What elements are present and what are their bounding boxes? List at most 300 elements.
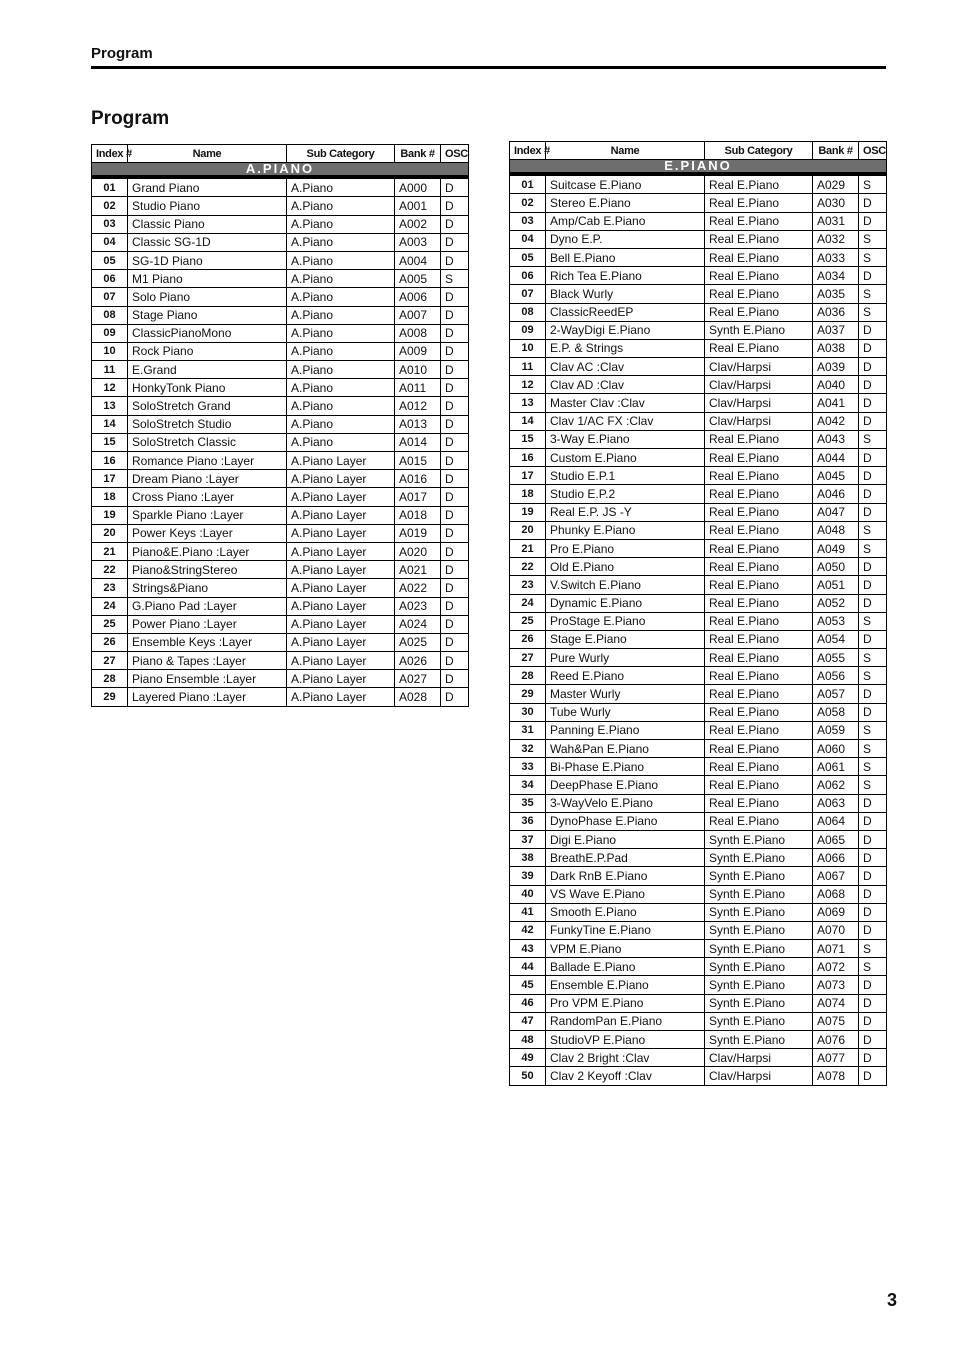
cell-sub: A.Piano bbox=[287, 324, 395, 342]
cell-sub: A.Piano bbox=[287, 415, 395, 433]
cell-bank: A005 bbox=[395, 270, 441, 288]
table-row bbox=[92, 615, 469, 633]
table-row bbox=[510, 921, 887, 939]
cell-name: Rich Tea E.Piano bbox=[546, 267, 705, 285]
cell-index: 15 bbox=[92, 433, 128, 451]
cell-osc: S bbox=[859, 721, 887, 739]
table-row bbox=[510, 576, 887, 594]
cell-name: Pro VPM E.Piano bbox=[546, 994, 705, 1012]
cell-sub: Real E.Piano bbox=[705, 740, 813, 758]
cell-bank: A033 bbox=[813, 248, 859, 266]
cell-sub: Real E.Piano bbox=[705, 303, 813, 321]
cell-sub: A.Piano bbox=[287, 342, 395, 360]
col-sub-header: Sub Category bbox=[705, 142, 813, 160]
cell-osc: D bbox=[859, 449, 887, 467]
col-osc-header: OSC bbox=[441, 145, 469, 163]
cell-sub: Real E.Piano bbox=[705, 594, 813, 612]
cell-index: 01 bbox=[510, 174, 546, 194]
cell-osc: D bbox=[441, 670, 469, 688]
cell-osc: D bbox=[859, 321, 887, 339]
cell-sub: A.Piano bbox=[287, 215, 395, 233]
cell-index: 27 bbox=[510, 649, 546, 667]
cell-osc: D bbox=[441, 397, 469, 415]
cell-sub: A.Piano bbox=[287, 270, 395, 288]
cell-name: Studio E.P.2 bbox=[546, 485, 705, 503]
cell-name: Studio E.P.1 bbox=[546, 467, 705, 485]
table-row bbox=[510, 358, 887, 376]
cell-sub: Clav/Harpsi bbox=[705, 1067, 813, 1085]
cell-bank: A009 bbox=[395, 342, 441, 360]
category-banner: A.PIANO bbox=[92, 163, 469, 178]
cell-sub: Synth E.Piano bbox=[705, 903, 813, 921]
cell-sub: Real E.Piano bbox=[705, 230, 813, 248]
cell-sub: A.Piano bbox=[287, 379, 395, 397]
cell-index: 04 bbox=[510, 230, 546, 248]
table-row bbox=[510, 321, 887, 339]
cell-bank: A076 bbox=[813, 1031, 859, 1049]
col-index-header: Index # bbox=[510, 142, 546, 160]
table-row bbox=[92, 524, 469, 542]
cell-osc: D bbox=[441, 233, 469, 251]
table-row bbox=[510, 776, 887, 794]
cell-sub: Synth E.Piano bbox=[705, 885, 813, 903]
table-row bbox=[510, 703, 887, 721]
cell-osc: S bbox=[859, 649, 887, 667]
cell-name: RandomPan E.Piano bbox=[546, 1012, 705, 1030]
cell-index: 48 bbox=[510, 1031, 546, 1049]
cell-index: 03 bbox=[92, 215, 128, 233]
cell-name: 3-Way E.Piano bbox=[546, 430, 705, 448]
cell-bank: A065 bbox=[813, 830, 859, 848]
table-row bbox=[510, 558, 887, 576]
table-row bbox=[510, 849, 887, 867]
cell-name: Sparkle Piano :Layer bbox=[128, 506, 287, 524]
cell-sub: Real E.Piano bbox=[705, 521, 813, 539]
cell-osc: D bbox=[859, 903, 887, 921]
cell-name: Panning E.Piano bbox=[546, 721, 705, 739]
cell-index: 41 bbox=[510, 903, 546, 921]
cell-name: Piano & Tapes :Layer bbox=[128, 652, 287, 670]
table-row bbox=[510, 285, 887, 303]
cell-name: FunkyTine E.Piano bbox=[546, 921, 705, 939]
cell-osc: D bbox=[859, 1012, 887, 1030]
cell-osc: D bbox=[441, 488, 469, 506]
cell-bank: A016 bbox=[395, 470, 441, 488]
cell-sub: A.Piano Layer bbox=[287, 561, 395, 579]
a-piano-table bbox=[91, 144, 469, 707]
cell-bank: A017 bbox=[395, 488, 441, 506]
table-row bbox=[92, 579, 469, 597]
cell-osc: D bbox=[859, 794, 887, 812]
cell-sub: Real E.Piano bbox=[705, 539, 813, 557]
cell-sub: A.Piano bbox=[287, 361, 395, 379]
cell-bank: A022 bbox=[395, 579, 441, 597]
cell-osc: D bbox=[859, 194, 887, 212]
cell-name: Solo Piano bbox=[128, 288, 287, 306]
cell-name: Dynamic E.Piano bbox=[546, 594, 705, 612]
cell-sub: Real E.Piano bbox=[705, 685, 813, 703]
cell-osc: S bbox=[859, 539, 887, 557]
table-row bbox=[510, 649, 887, 667]
table-row bbox=[510, 758, 887, 776]
cell-osc: S bbox=[859, 285, 887, 303]
cell-osc: D bbox=[441, 506, 469, 524]
cell-sub: Synth E.Piano bbox=[705, 849, 813, 867]
cell-bank: A019 bbox=[395, 524, 441, 542]
cell-index: 12 bbox=[510, 376, 546, 394]
cell-sub: Real E.Piano bbox=[705, 267, 813, 285]
cell-sub: A.Piano bbox=[287, 288, 395, 306]
cell-sub: Clav/Harpsi bbox=[705, 394, 813, 412]
table-row bbox=[92, 270, 469, 288]
cell-index: 07 bbox=[510, 285, 546, 303]
cell-sub: A.Piano Layer bbox=[287, 452, 395, 470]
cell-name: Pro E.Piano bbox=[546, 539, 705, 557]
cell-osc: D bbox=[441, 215, 469, 233]
cell-sub: A.Piano Layer bbox=[287, 670, 395, 688]
cell-bank: A001 bbox=[395, 197, 441, 215]
cell-osc: D bbox=[859, 376, 887, 394]
cell-bank: A044 bbox=[813, 449, 859, 467]
cell-index: 50 bbox=[510, 1067, 546, 1085]
cell-name: Phunky E.Piano bbox=[546, 521, 705, 539]
cell-name: SoloStretch Grand bbox=[128, 397, 287, 415]
table-row bbox=[510, 740, 887, 758]
cell-sub: A.Piano bbox=[287, 197, 395, 215]
table-row bbox=[510, 503, 887, 521]
cell-sub: A.Piano bbox=[287, 306, 395, 324]
cell-index: 17 bbox=[510, 467, 546, 485]
cell-sub: Synth E.Piano bbox=[705, 321, 813, 339]
table-row bbox=[92, 415, 469, 433]
cell-bank: A034 bbox=[813, 267, 859, 285]
col-osc-header: OSC bbox=[859, 142, 887, 160]
table-row bbox=[92, 215, 469, 233]
cell-index: 24 bbox=[92, 597, 128, 615]
cell-osc: D bbox=[441, 615, 469, 633]
cell-bank: A000 bbox=[395, 177, 441, 197]
cell-index: 40 bbox=[510, 885, 546, 903]
cell-bank: A063 bbox=[813, 794, 859, 812]
cell-index: 22 bbox=[510, 558, 546, 576]
cell-sub: Clav/Harpsi bbox=[705, 376, 813, 394]
cell-osc: D bbox=[441, 415, 469, 433]
cell-osc: D bbox=[859, 503, 887, 521]
cell-bank: A078 bbox=[813, 1067, 859, 1085]
table-row bbox=[510, 1049, 887, 1067]
cell-name: Grand Piano bbox=[128, 177, 287, 197]
cell-name: 3-WayVelo E.Piano bbox=[546, 794, 705, 812]
cell-osc: D bbox=[441, 542, 469, 560]
cell-sub: A.Piano Layer bbox=[287, 688, 395, 706]
cell-bank: A070 bbox=[813, 921, 859, 939]
cell-index: 05 bbox=[510, 248, 546, 266]
table-row bbox=[92, 324, 469, 342]
cell-index: 33 bbox=[510, 758, 546, 776]
table-row bbox=[510, 467, 887, 485]
cell-index: 26 bbox=[510, 630, 546, 648]
cell-bank: A066 bbox=[813, 849, 859, 867]
cell-name: Piano&E.Piano :Layer bbox=[128, 542, 287, 560]
cell-sub: Real E.Piano bbox=[705, 503, 813, 521]
cell-index: 09 bbox=[510, 321, 546, 339]
table-row bbox=[510, 376, 887, 394]
cell-bank: A032 bbox=[813, 230, 859, 248]
table-row bbox=[510, 449, 887, 467]
table-row bbox=[510, 994, 887, 1012]
cell-osc: D bbox=[859, 267, 887, 285]
cell-osc: D bbox=[859, 1067, 887, 1085]
cell-bank: A035 bbox=[813, 285, 859, 303]
table-row bbox=[510, 248, 887, 266]
cell-index: 29 bbox=[510, 685, 546, 703]
cell-index: 20 bbox=[510, 521, 546, 539]
cell-name: Bi-Phase E.Piano bbox=[546, 758, 705, 776]
cell-sub: Real E.Piano bbox=[705, 449, 813, 467]
col-bank-header: Bank # bbox=[395, 145, 441, 163]
cell-name: DeepPhase E.Piano bbox=[546, 776, 705, 794]
cell-sub: Real E.Piano bbox=[705, 794, 813, 812]
cell-bank: A020 bbox=[395, 542, 441, 560]
cell-bank: A007 bbox=[395, 306, 441, 324]
cell-osc: D bbox=[441, 524, 469, 542]
cell-name: Romance Piano :Layer bbox=[128, 452, 287, 470]
cell-sub: Real E.Piano bbox=[705, 758, 813, 776]
cell-bank: A049 bbox=[813, 539, 859, 557]
cell-name: Ensemble E.Piano bbox=[546, 976, 705, 994]
cell-name: Power Keys :Layer bbox=[128, 524, 287, 542]
cell-sub: Clav/Harpsi bbox=[705, 1049, 813, 1067]
cell-bank: A060 bbox=[813, 740, 859, 758]
cell-index: 17 bbox=[92, 470, 128, 488]
table-row bbox=[510, 976, 887, 994]
cell-sub: Real E.Piano bbox=[705, 612, 813, 630]
cell-index: 23 bbox=[92, 579, 128, 597]
table-row bbox=[92, 379, 469, 397]
cell-bank: A069 bbox=[813, 903, 859, 921]
cell-index: 14 bbox=[510, 412, 546, 430]
cell-name: ProStage E.Piano bbox=[546, 612, 705, 630]
cell-name: Tube Wurly bbox=[546, 703, 705, 721]
cell-name: V.Switch E.Piano bbox=[546, 576, 705, 594]
cell-index: 49 bbox=[510, 1049, 546, 1067]
cell-sub: Real E.Piano bbox=[705, 174, 813, 194]
cell-index: 07 bbox=[92, 288, 128, 306]
cell-sub: A.Piano Layer bbox=[287, 470, 395, 488]
col-name-header: Name bbox=[128, 145, 287, 163]
cell-bank: A012 bbox=[395, 397, 441, 415]
cell-bank: A053 bbox=[813, 612, 859, 630]
cell-index: 28 bbox=[510, 667, 546, 685]
cell-bank: A075 bbox=[813, 1012, 859, 1030]
table-row bbox=[92, 506, 469, 524]
cell-bank: A045 bbox=[813, 467, 859, 485]
table-row bbox=[92, 433, 469, 451]
cell-index: 15 bbox=[510, 430, 546, 448]
cell-name: Classic SG-1D bbox=[128, 233, 287, 251]
cell-name: E.P. & Strings bbox=[546, 339, 705, 357]
cell-sub: Synth E.Piano bbox=[705, 1031, 813, 1049]
cell-sub: Real E.Piano bbox=[705, 285, 813, 303]
cell-sub: A.Piano Layer bbox=[287, 542, 395, 560]
page-number: 3 bbox=[887, 1290, 898, 1310]
cell-bank: A051 bbox=[813, 576, 859, 594]
table-row bbox=[92, 597, 469, 615]
cell-name: Amp/Cab E.Piano bbox=[546, 212, 705, 230]
cell-sub: Real E.Piano bbox=[705, 776, 813, 794]
cell-name: Layered Piano :Layer bbox=[128, 688, 287, 706]
cell-bank: A025 bbox=[395, 633, 441, 651]
cell-index: 16 bbox=[510, 449, 546, 467]
table-header-row bbox=[92, 145, 469, 163]
cell-osc: D bbox=[441, 361, 469, 379]
cell-bank: A074 bbox=[813, 994, 859, 1012]
cell-osc: D bbox=[441, 688, 469, 706]
table-row bbox=[510, 940, 887, 958]
cell-osc: D bbox=[441, 652, 469, 670]
cell-index: 14 bbox=[92, 415, 128, 433]
cell-bank: A061 bbox=[813, 758, 859, 776]
cell-index: 11 bbox=[92, 361, 128, 379]
cell-index: 06 bbox=[92, 270, 128, 288]
cell-sub: Real E.Piano bbox=[705, 576, 813, 594]
cell-sub: Clav/Harpsi bbox=[705, 358, 813, 376]
page-heading: Program bbox=[91, 108, 170, 129]
cell-index: 04 bbox=[92, 233, 128, 251]
cell-sub: Synth E.Piano bbox=[705, 867, 813, 885]
cell-index: 44 bbox=[510, 958, 546, 976]
table-row bbox=[510, 867, 887, 885]
cell-index: 46 bbox=[510, 994, 546, 1012]
cell-name: ClassicPianoMono bbox=[128, 324, 287, 342]
cell-bank: A077 bbox=[813, 1049, 859, 1067]
cell-bank: A013 bbox=[395, 415, 441, 433]
cell-bank: A040 bbox=[813, 376, 859, 394]
cell-osc: D bbox=[441, 579, 469, 597]
cell-bank: A038 bbox=[813, 339, 859, 357]
cell-bank: A056 bbox=[813, 667, 859, 685]
table-row bbox=[92, 251, 469, 269]
cell-osc: S bbox=[859, 430, 887, 448]
cell-osc: D bbox=[859, 994, 887, 1012]
table-row bbox=[92, 470, 469, 488]
cell-bank: A048 bbox=[813, 521, 859, 539]
cell-index: 21 bbox=[92, 542, 128, 560]
cell-bank: A052 bbox=[813, 594, 859, 612]
cell-index: 19 bbox=[510, 503, 546, 521]
cell-sub: Real E.Piano bbox=[705, 630, 813, 648]
cell-name: VPM E.Piano bbox=[546, 940, 705, 958]
cell-bank: A046 bbox=[813, 485, 859, 503]
table-row bbox=[510, 594, 887, 612]
cell-osc: D bbox=[859, 558, 887, 576]
cell-bank: A029 bbox=[813, 174, 859, 194]
table-row bbox=[510, 230, 887, 248]
cell-osc: D bbox=[441, 288, 469, 306]
cell-index: 11 bbox=[510, 358, 546, 376]
cell-bank: A068 bbox=[813, 885, 859, 903]
cell-name: G.Piano Pad :Layer bbox=[128, 597, 287, 615]
table-row bbox=[510, 885, 887, 903]
cell-bank: A071 bbox=[813, 940, 859, 958]
table-row bbox=[92, 361, 469, 379]
cell-osc: D bbox=[441, 177, 469, 197]
cell-osc: S bbox=[859, 174, 887, 194]
table-row bbox=[510, 1067, 887, 1085]
cell-index: 18 bbox=[92, 488, 128, 506]
table-row bbox=[510, 267, 887, 285]
col-name-header: Name bbox=[546, 142, 705, 160]
cell-index: 02 bbox=[510, 194, 546, 212]
cell-osc: D bbox=[859, 885, 887, 903]
cell-bank: A067 bbox=[813, 867, 859, 885]
cell-index: 43 bbox=[510, 940, 546, 958]
cell-name: Wah&Pan E.Piano bbox=[546, 740, 705, 758]
cell-sub: Clav/Harpsi bbox=[705, 412, 813, 430]
cell-index: 02 bbox=[92, 197, 128, 215]
cell-bank: A023 bbox=[395, 597, 441, 615]
cell-name: Piano&StringStereo bbox=[128, 561, 287, 579]
cell-name: SoloStretch Studio bbox=[128, 415, 287, 433]
cell-name: 2-WayDigi E.Piano bbox=[546, 321, 705, 339]
cell-index: 45 bbox=[510, 976, 546, 994]
cell-sub: Real E.Piano bbox=[705, 721, 813, 739]
cell-sub: Real E.Piano bbox=[705, 430, 813, 448]
cell-sub: A.Piano bbox=[287, 233, 395, 251]
table-row bbox=[92, 306, 469, 324]
table-row bbox=[510, 721, 887, 739]
cell-osc: S bbox=[859, 230, 887, 248]
cell-bank: A037 bbox=[813, 321, 859, 339]
cell-bank: A043 bbox=[813, 430, 859, 448]
table-row bbox=[92, 542, 469, 560]
cell-bank: A054 bbox=[813, 630, 859, 648]
cell-osc: D bbox=[441, 197, 469, 215]
cell-name: Smooth E.Piano bbox=[546, 903, 705, 921]
cell-osc: D bbox=[859, 921, 887, 939]
cell-osc: S bbox=[859, 758, 887, 776]
cell-index: 05 bbox=[92, 251, 128, 269]
cell-bank: A014 bbox=[395, 433, 441, 451]
cell-index: 06 bbox=[510, 267, 546, 285]
table-row bbox=[510, 794, 887, 812]
cell-bank: A039 bbox=[813, 358, 859, 376]
cell-name: Clav AC :Clav bbox=[546, 358, 705, 376]
table-row bbox=[510, 485, 887, 503]
table-row bbox=[510, 339, 887, 357]
cell-sub: A.Piano Layer bbox=[287, 488, 395, 506]
table-row bbox=[92, 561, 469, 579]
cell-name: Old E.Piano bbox=[546, 558, 705, 576]
table-row bbox=[510, 212, 887, 230]
cell-sub: Real E.Piano bbox=[705, 248, 813, 266]
cell-osc: D bbox=[441, 324, 469, 342]
cell-osc: D bbox=[859, 576, 887, 594]
table-row bbox=[510, 174, 887, 194]
cell-osc: D bbox=[441, 633, 469, 651]
cell-index: 27 bbox=[92, 652, 128, 670]
table-row bbox=[92, 452, 469, 470]
cell-sub: Real E.Piano bbox=[705, 649, 813, 667]
table-row bbox=[510, 812, 887, 830]
cell-osc: D bbox=[441, 433, 469, 451]
cell-osc: S bbox=[859, 958, 887, 976]
cell-bank: A041 bbox=[813, 394, 859, 412]
table-row bbox=[92, 688, 469, 706]
cell-osc: D bbox=[859, 1031, 887, 1049]
cell-sub: Synth E.Piano bbox=[705, 994, 813, 1012]
cell-index: 38 bbox=[510, 849, 546, 867]
